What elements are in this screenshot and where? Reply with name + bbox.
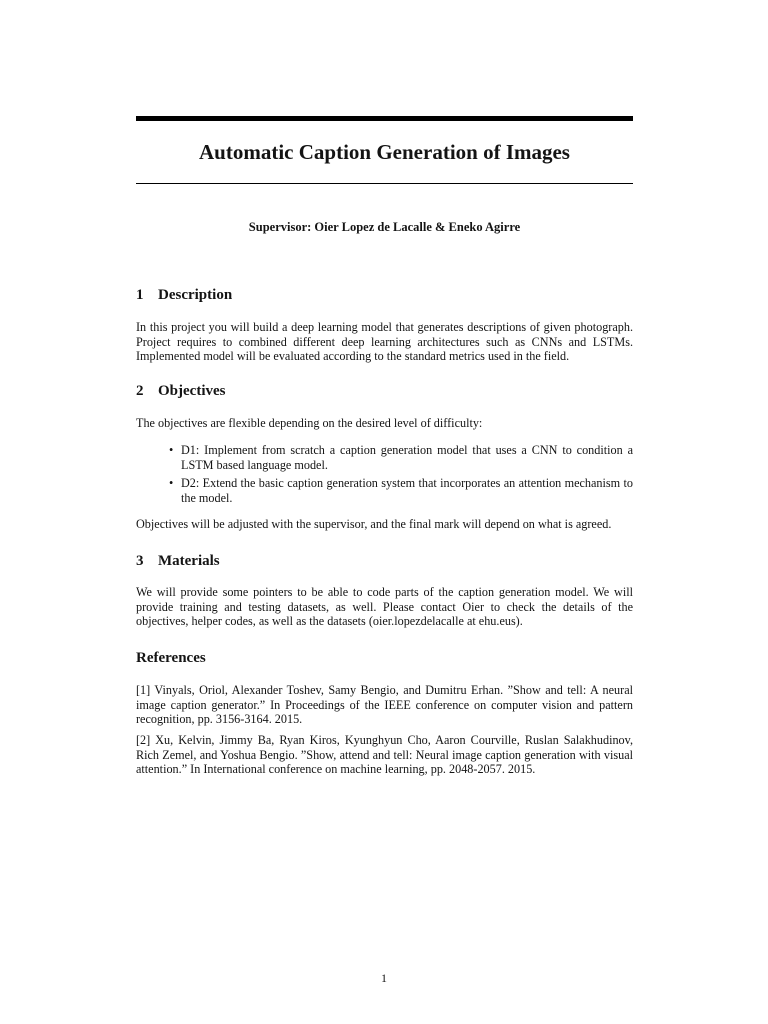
reference-item: [1] Vinyals, Oriol, Alexander Toshev, Samy Bengio, and Dumitru Erhan. ”Show and tell: A neural image caption generator.” In Proceedings of the IEEE conference on computer vision and pattern recognition, pp. 3156-3164. 2015. — [136, 683, 633, 727]
materials-paragraph: We will provide some pointers to be able to code parts of the caption generation model. We will provide training and testing datasets, as well. Please contact Oier to check the details of the objectives, helper codes, as well as the datasets (oier.lopezdelacalle at ehu.eus). — [136, 585, 633, 629]
references-heading: References — [136, 650, 206, 666]
list-item — [136, 476, 633, 505]
title-bottom-rule — [136, 183, 633, 184]
section-heading-materials — [136, 552, 220, 570]
section-number: 1 — [136, 287, 144, 303]
page-number: 1 — [381, 971, 387, 985]
section-title: Description — [158, 287, 233, 303]
objectives-intro: The objectives are flexible depending on the desired level of difficulty: — [136, 416, 483, 430]
bullet-icon: • — [169, 443, 174, 457]
objectives-list — [136, 443, 633, 509]
document-title: Automatic Caption Generation of Images — [199, 140, 570, 164]
list-item-text: D2: Extend the basic caption generation system that incorporates an attention mechanism to the model. — [181, 476, 633, 505]
section-title: Objectives — [158, 383, 226, 399]
description-paragraph: In this project you will build a deep learning model that generates descriptions of given photograph. Project requires to combined different deep learning architectures such as CNNs and LSTMs. Implemented model will be evaluated according to the standard metrics used in the field. — [136, 320, 633, 364]
list-item-text: D1: Implement from scratch a caption generation model that uses a CNN to condition a LSTM based language model. — [181, 443, 633, 472]
title-top-rule — [136, 116, 633, 121]
supervisor-line: Supervisor: Oier Lopez de Lacalle & Eneko Agirre — [248, 220, 521, 234]
section-title: Materials — [158, 553, 220, 569]
list-item — [136, 443, 633, 472]
bullet-icon: • — [169, 476, 174, 491]
section-heading-description — [136, 286, 232, 304]
section-number: 3 — [136, 553, 144, 569]
reference-item: [2] Xu, Kelvin, Jimmy Ba, Ryan Kiros, Kyunghyun Cho, Aaron Courville, Ruslan Salakhudinov, Rich Zemel, and Yoshua Bengio. ”Show, attend and tell: Neural image caption generation with visual attention.” In International conference on machine learning, pp. 2048-2057. 2015. — [136, 733, 633, 777]
section-number: 2 — [136, 383, 144, 399]
objectives-outro: Objectives will be adjusted with the supervisor, and the final mark will depend on what is agreed. — [136, 517, 612, 531]
section-heading-objectives — [136, 382, 225, 400]
